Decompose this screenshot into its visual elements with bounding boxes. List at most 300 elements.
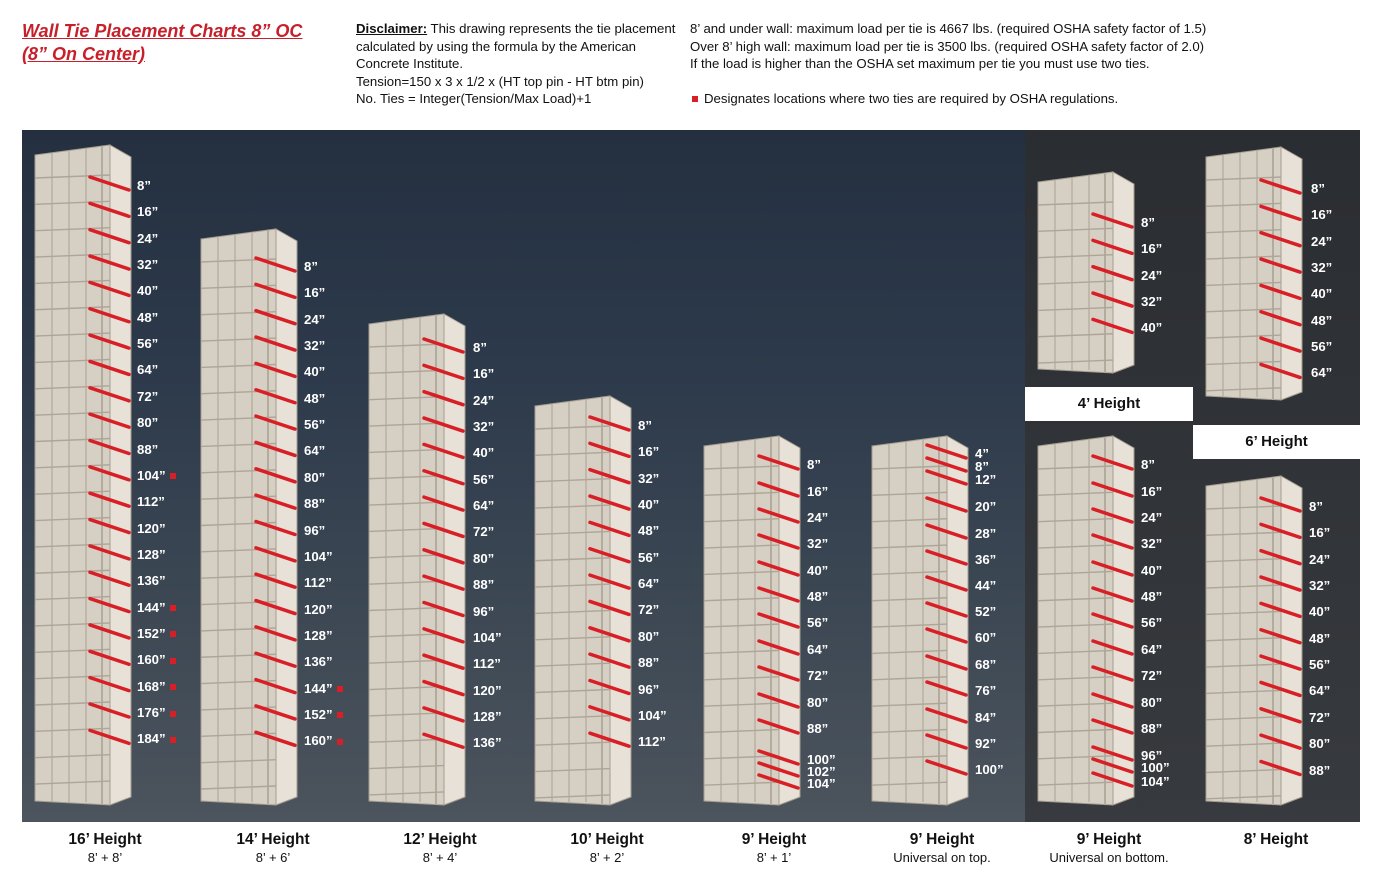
tie-label-text: 40” [304, 364, 326, 380]
tie-label [1309, 684, 1330, 698]
tie-label [304, 444, 325, 458]
tie-label-text: 76” [975, 683, 997, 698]
caption-sub: 8’ + 6’ [255, 850, 291, 865]
tie-label [473, 605, 494, 619]
tie-label [304, 629, 333, 643]
tie-label [1311, 261, 1332, 275]
height-box-6ft [1193, 425, 1360, 459]
double-tie-marker-icon [170, 658, 176, 664]
tie-label [807, 511, 828, 525]
tie-label [137, 258, 158, 272]
tie-label-text: 80” [473, 550, 495, 566]
tie-label-text: 96” [638, 681, 660, 697]
tie-label [304, 392, 325, 406]
tie-label [1309, 526, 1330, 540]
tie-label [137, 548, 166, 562]
tie-label [1141, 295, 1162, 309]
tie-label [807, 777, 836, 791]
tie-label-text: 80” [1309, 736, 1331, 752]
tie-label-text: 8” [137, 178, 151, 193]
tie-label-text: 24” [137, 230, 159, 246]
caption-8ft [1191, 830, 1361, 849]
tie-label-text: 56” [473, 471, 495, 487]
tie-label [1311, 314, 1332, 328]
tie-label-text: 72” [1309, 709, 1331, 725]
disclaimer-text: This drawing represents the tie placement calculated by using the formula by the American Concrete Institute. [356, 21, 676, 71]
tie-label [975, 631, 996, 645]
height-label-6ft: 6’ Height [1245, 433, 1308, 450]
tie-label-text: 24” [1311, 233, 1333, 249]
tie-label-text: 28” [975, 526, 997, 541]
tie-label-text: 16” [638, 444, 660, 460]
tie-label-text: 112” [473, 656, 501, 672]
tie-label [473, 394, 494, 408]
tie-label [137, 311, 158, 325]
tie-label-text: 40” [1141, 563, 1163, 578]
tie-label [1141, 485, 1162, 499]
tie-label [1141, 643, 1162, 657]
title-line-2: (8” On Center) [22, 44, 146, 64]
caption-height: 10’ Height [570, 831, 644, 848]
tie-label-text: 56” [638, 549, 660, 565]
caption-height: 9’ Height [741, 831, 807, 848]
tie-label [975, 658, 996, 672]
tie-label-text: 56” [1141, 615, 1163, 630]
tie-label [304, 365, 325, 379]
tie-label-text: 88” [638, 655, 660, 671]
tie-label [1141, 696, 1162, 710]
tie-label [473, 552, 494, 566]
tie-label [1141, 590, 1162, 604]
tie-label-text: 104” [638, 707, 667, 723]
tie-label-text: 60” [975, 630, 997, 645]
tie-label [1309, 711, 1330, 725]
tie-label-text: 184” [137, 731, 166, 747]
tie-label-text: 48” [638, 523, 660, 539]
tie-label-text: 64” [807, 642, 829, 657]
tie-label [304, 550, 333, 564]
tie-label [473, 341, 487, 355]
tie-label [137, 653, 176, 667]
double-tie-marker-icon [170, 684, 176, 690]
caption-height: 12’ Height [403, 831, 477, 848]
tie-label-text: 16” [807, 484, 829, 499]
tie-label [1309, 553, 1330, 567]
tie-label [137, 706, 176, 720]
tie-label-text: 8” [1311, 181, 1325, 196]
caption-sub: 8’ + 8’ [87, 850, 123, 865]
caption-height: 14’ Height [236, 831, 310, 848]
tie-label-text: 16” [1311, 207, 1333, 223]
tie-label [137, 416, 158, 430]
caption-sub: Universal on top. [893, 850, 991, 865]
tie-label [1311, 182, 1325, 196]
load-line-1: 8’ and under wall: maximum load per tie is 4667 lbs. (required OSHA safety factor of 1.5) [690, 21, 1207, 36]
tie-label [807, 616, 828, 630]
tie-label-text: 72” [1141, 668, 1163, 683]
tie-label-text: 8” [975, 459, 989, 474]
tie-label [304, 260, 318, 274]
tie-label [807, 458, 821, 472]
tie-label [807, 669, 828, 683]
caption-sub: 8’ + 1’ [756, 850, 792, 865]
tie-label [1141, 537, 1162, 551]
tie-label-text: 8” [473, 340, 487, 355]
tie-label-text: 80” [137, 415, 159, 431]
tie-label-text: 104” [807, 776, 836, 791]
tie-label-text: 40” [473, 445, 495, 461]
tie-label [473, 446, 494, 460]
tie-label [975, 553, 996, 567]
tie-label-text: 128” [137, 546, 166, 562]
tie-label [473, 499, 494, 513]
tie-label-text: 88” [473, 577, 495, 593]
caption-14ft [188, 830, 358, 866]
tie-label-text: 176” [137, 705, 166, 720]
tie-label [304, 286, 325, 300]
tie-label [137, 363, 158, 377]
tie-label-text: 152” [304, 706, 333, 722]
tie-label [975, 473, 996, 487]
tie-label [975, 605, 996, 619]
tie-label-text: 4” [975, 446, 989, 461]
tie-label [1141, 216, 1155, 230]
tie-label-text: 88” [807, 721, 829, 736]
tie-label-text: 104” [304, 548, 333, 564]
tie-label-text: 64” [1311, 365, 1333, 381]
tie-label [638, 472, 659, 486]
tie-label [137, 627, 176, 641]
tie-label [638, 551, 659, 565]
tie-label [807, 564, 828, 578]
tie-label-text: 32” [807, 536, 829, 551]
tie-label-text: 136” [304, 654, 333, 670]
tie-label-text: 72” [473, 524, 495, 540]
tie-label-text: 56” [1309, 657, 1331, 673]
tie-label [1141, 321, 1162, 335]
tie-label-text: 52” [975, 604, 997, 619]
tie-label [638, 735, 666, 749]
caption-9ft-b [857, 830, 1027, 866]
tie-label [137, 390, 158, 404]
tie-label [1311, 208, 1332, 222]
tie-label-text: 96” [473, 603, 495, 619]
tie-label-text: 32” [638, 470, 660, 486]
tie-label [1141, 761, 1170, 775]
tie-label [137, 469, 176, 483]
tie-label [137, 443, 158, 457]
tie-label-text: 168” [137, 678, 166, 694]
tie-label-text: 64” [1309, 683, 1331, 699]
tie-label [304, 313, 325, 327]
height-label-4ft: 4’ Height [1077, 395, 1141, 412]
tie-label-text: 8” [1309, 499, 1323, 514]
tie-label-text: 64” [473, 498, 495, 514]
tie-label [473, 736, 502, 750]
tie-label-text: 120” [304, 601, 333, 617]
tie-label-text: 32” [1309, 578, 1331, 594]
tie-label [975, 763, 1004, 777]
tie-label-text: 80” [638, 628, 660, 644]
tie-label-text: 40” [807, 563, 829, 578]
tie-label [1141, 564, 1162, 578]
caption-9ft-a [689, 830, 859, 866]
panel-face [872, 436, 947, 805]
tie-label [304, 471, 325, 485]
tie-label-text: 16” [137, 204, 159, 220]
disclaimer-label: Disclaimer: [356, 21, 428, 36]
tie-label [638, 656, 659, 670]
tie-label-text: 102” [807, 764, 836, 779]
tie-label [1311, 235, 1332, 249]
tie-label [975, 579, 996, 593]
panel-side [947, 436, 968, 805]
tie-label [137, 732, 176, 746]
tie-label-text: 112” [304, 575, 332, 591]
tie-label-text: 32” [473, 419, 495, 435]
tie-label [638, 577, 659, 591]
tie-label-text: 24” [1141, 267, 1163, 283]
tie-label [638, 683, 659, 697]
tie-label-text: 48” [304, 390, 326, 406]
title-line-1: Wall Tie Placement Charts 8” OC [22, 21, 303, 41]
tie-label [1309, 500, 1323, 514]
tie-label [304, 339, 325, 353]
tie-label-text: 88” [1309, 762, 1331, 778]
tie-label [1141, 722, 1162, 736]
double-tie-marker-icon [170, 473, 176, 479]
tie-label [137, 680, 176, 694]
tie-label-text: 72” [807, 668, 829, 683]
tie-label [1141, 616, 1162, 630]
double-tie-marker-icon [170, 711, 176, 717]
tie-label [1309, 737, 1330, 751]
tie-label [638, 498, 659, 512]
tie-label [807, 696, 828, 710]
tie-label-text: 120” [473, 682, 502, 698]
tie-label [638, 630, 659, 644]
caption-sub: 8’ + 2’ [589, 850, 625, 865]
tie-label-text: 8” [304, 259, 318, 274]
tie-label-text: 16” [1141, 484, 1163, 499]
tie-label [1309, 764, 1330, 778]
height-box-4ft [1025, 387, 1193, 421]
tie-label-text: 8” [638, 418, 652, 433]
tie-label-text: 24” [304, 311, 326, 327]
tie-label-text: 104” [473, 629, 502, 645]
double-tie-marker-icon [170, 631, 176, 637]
tie-label-text: 112” [137, 494, 165, 510]
tie-label-text: 8” [1141, 215, 1155, 230]
tie-label-text: 64” [137, 362, 159, 378]
caption-12ft [355, 830, 525, 866]
caption-sub: Universal on bottom. [1049, 850, 1169, 865]
tie-label [137, 284, 158, 298]
tie-label-text: 128” [304, 627, 333, 643]
formula-ties: No. Ties = Integer(Tension/Max Load)+1 [356, 91, 592, 106]
tie-label [638, 445, 659, 459]
tie-label [137, 574, 166, 588]
tie-label [1309, 579, 1330, 593]
tie-label [1141, 775, 1170, 789]
tie-label-text: 40” [137, 283, 159, 299]
tie-label-text: 24” [1309, 551, 1331, 567]
formula-tension: Tension=150 x 3 x 1/2 x (HT top pin - HT btm pin) [356, 73, 644, 89]
tie-label [137, 205, 158, 219]
tie-label [807, 643, 828, 657]
tie-label-text: 48” [807, 589, 829, 604]
tie-label [1141, 269, 1162, 283]
tie-label-text: 88” [137, 441, 159, 457]
tie-label-text: 40” [638, 497, 660, 513]
caption-9ft-c [1024, 830, 1194, 866]
tie-label [473, 420, 494, 434]
tie-label [807, 722, 828, 736]
tie-label-text: 16” [304, 285, 326, 301]
tie-label-text: 32” [1141, 294, 1163, 310]
tie-label [304, 576, 332, 590]
double-tie-marker-icon [337, 686, 343, 692]
tie-label [638, 709, 667, 723]
tie-label [638, 524, 659, 538]
tie-label-text: 160” [137, 652, 166, 668]
tie-label-text: 152” [137, 625, 166, 641]
tie-label [638, 603, 659, 617]
tie-label-text: 84” [975, 710, 997, 725]
caption-height: 9’ Height [1076, 831, 1142, 848]
load-line-2: Over 8’ high wall: maximum load per tie is 3500 lbs. (required OSHA safety factor of 2.0) [690, 38, 1205, 54]
tie-label-text: 88” [304, 496, 326, 512]
tie-label-text: 8” [807, 457, 821, 472]
tie-label-text: 56” [1311, 339, 1333, 355]
tie-label-text: 112” [638, 734, 666, 750]
tie-label-text: 72” [137, 388, 159, 404]
tie-label [1311, 366, 1332, 380]
tie-label [473, 578, 494, 592]
tie-label [137, 232, 158, 246]
tie-label [1309, 632, 1330, 646]
tie-label-text: 40” [1309, 604, 1331, 620]
tie-label-text: 100” [807, 752, 836, 767]
tie-label-text: 96” [1141, 748, 1163, 763]
tie-label-text: 40” [1141, 320, 1163, 336]
panel-side [1113, 172, 1134, 373]
tie-label-text: 24” [1141, 510, 1163, 525]
legend-text: Designates locations where two ties are required by OSHA regulations. [704, 90, 1119, 106]
tie-label-text: 36” [975, 552, 997, 567]
tie-label-text: 128” [473, 708, 502, 724]
tie-label [137, 337, 158, 351]
panel-face [704, 436, 779, 805]
caption-sub: 8’ + 4’ [422, 850, 458, 865]
tie-label-text: 56” [137, 336, 159, 352]
tie-label [975, 711, 996, 725]
tie-label [473, 367, 494, 381]
tie-label-text: 80” [807, 695, 829, 710]
tie-label-text: 12” [975, 472, 997, 487]
tie-label-text: 100” [975, 762, 1004, 777]
tie-label [975, 527, 996, 541]
tie-label [807, 485, 828, 499]
caption-height: 9’ Height [909, 831, 975, 848]
tie-label-text: 104” [137, 467, 166, 483]
tie-label [1309, 658, 1330, 672]
caption-16ft [20, 830, 190, 866]
tie-label-text: 56” [304, 417, 326, 433]
tie-label [638, 419, 652, 433]
tie-label-text: 64” [304, 443, 326, 459]
tie-label [473, 657, 501, 671]
tie-label-text: 44” [975, 578, 997, 593]
tie-label [1141, 242, 1162, 256]
tie-label [137, 601, 176, 615]
tie-label-text: 80” [304, 469, 326, 485]
tie-label [473, 631, 502, 645]
tie-label-text: 48” [1141, 589, 1163, 604]
tie-label-text: 32” [304, 338, 326, 354]
tie-label-text: 100” [1141, 760, 1170, 775]
tie-label [137, 522, 166, 536]
tie-label [1311, 287, 1332, 301]
tie-label [807, 590, 828, 604]
tie-label-text: 68” [975, 657, 997, 672]
tie-label-text: 92” [975, 736, 997, 751]
tie-label [1141, 511, 1162, 525]
tie-label-text: 88” [1141, 721, 1163, 736]
tie-label-text: 24” [807, 510, 829, 525]
tie-label [304, 603, 333, 617]
double-tie-marker-icon [337, 739, 343, 745]
tie-label-text: 16” [1309, 525, 1331, 541]
tie-label [304, 524, 325, 538]
tie-label-text: 56” [807, 615, 829, 630]
tie-label [1311, 340, 1332, 354]
tie-label [473, 525, 494, 539]
tie-label [304, 708, 343, 722]
tie-label [304, 655, 333, 669]
tie-label-text: 48” [1309, 630, 1331, 646]
tie-label [975, 684, 996, 698]
tie-label [304, 682, 343, 696]
tie-label-text: 24” [473, 392, 495, 408]
tie-label [304, 418, 325, 432]
tie-label [304, 497, 325, 511]
tie-label [473, 710, 502, 724]
tie-label [975, 737, 996, 751]
tie-label-text: 40” [1311, 286, 1333, 302]
tie-label-text: 96” [304, 522, 326, 538]
caption-height: 8’ Height [1243, 831, 1309, 848]
tie-label [1309, 605, 1330, 619]
tie-label-text: 120” [137, 520, 166, 536]
double-tie-marker-icon [170, 737, 176, 743]
tie-label-text: 20” [975, 499, 997, 514]
tie-label-text: 144” [304, 680, 333, 696]
tie-label-text: 64” [1141, 642, 1163, 657]
tie-label-text: 16” [473, 366, 495, 382]
tie-label-text: 8” [1141, 457, 1155, 472]
tie-label [473, 684, 502, 698]
double-tie-marker-icon [337, 712, 343, 718]
tie-label [1141, 458, 1155, 472]
tie-label [975, 500, 996, 514]
tie-label-text: 160” [304, 733, 333, 749]
tie-label [473, 473, 494, 487]
tie-label-text: 48” [1311, 312, 1333, 328]
tie-label-text: 16” [1141, 241, 1163, 257]
tie-label-text: 32” [137, 257, 159, 273]
tie-label-text: 48” [137, 309, 159, 325]
